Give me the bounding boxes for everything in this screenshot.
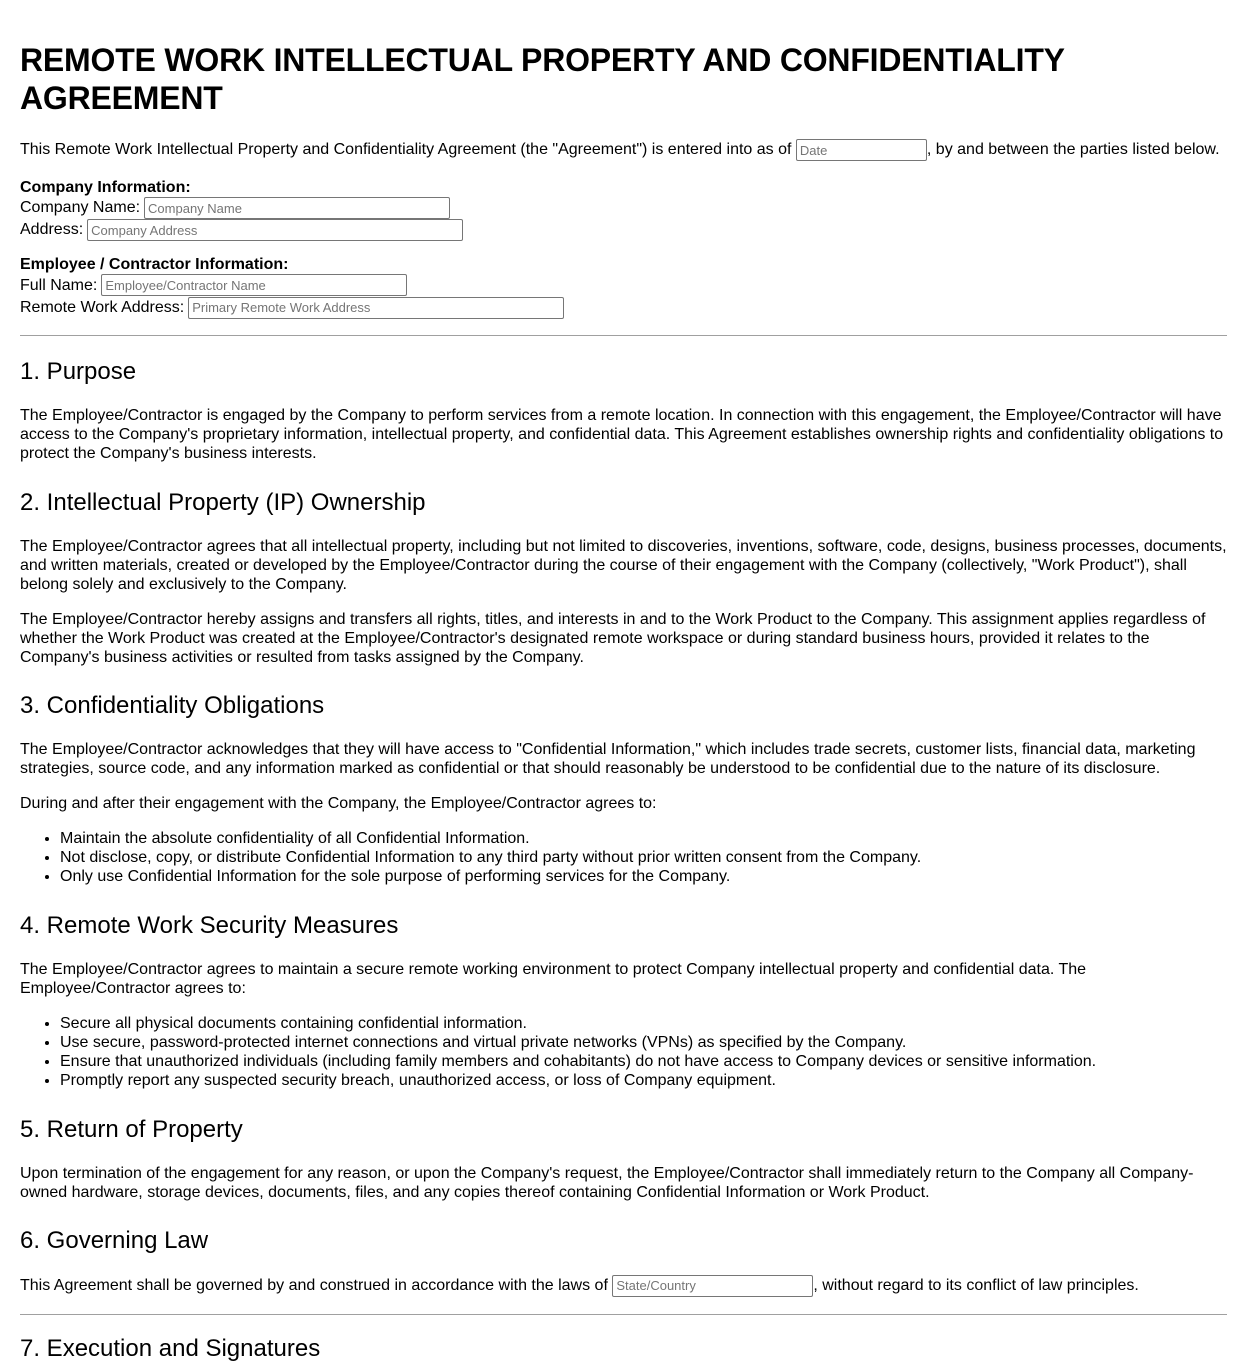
list-item: • Use secure, password-protected internet connections and virtual private networks (VPNs) as specified by the Company. <box>60 1033 1227 1052</box>
company-address-row <box>20 219 1227 241</box>
ip-paragraph-1: The Employee/Contractor agrees that all intellectual property, including but not limited to discoveries, inventions, software, code, designs, business processes, documents, and written materials, created or developed by the Employee/Contractor during the course of their engagement with the Company (collectively, "Work Product"), shall belong solely and exclusively to the Company. <box>20 537 1227 593</box>
list-item: • Only use Confidential Information for the sole purpose of performing services for the Company. <box>60 867 1227 886</box>
security-paragraph: The Employee/Contractor agrees to maintain a secure remote working environment to protect Company intellectual property and confidential data. The Employee/Contractor agrees to: <box>20 960 1087 997</box>
remote-address-label: Remote Work Address: <box>20 298 185 316</box>
employee-info-heading: Employee / Contractor Information: <box>20 256 289 274</box>
list-item: • Maintain the absolute confidentiality of all Confidential Information. <box>60 829 1227 848</box>
list-item: • Ensure that unauthorized individuals (including family members and cohabitants) do not have access to Company devices or sensitive information. <box>60 1052 1227 1071</box>
security-list <box>20 1014 1227 1090</box>
purpose-paragraph: The Employee/Contractor is engaged by the Company to perform services from a remote location. In connection with this engagement, the Employee/Contractor will have access to the Company's proprietary information, intellectual property, and confidential data. This Agreement establishes ownership rights and confidentiality obligations to protect the Company's business interests. <box>20 406 1224 462</box>
divider <box>20 1314 1227 1315</box>
company-name-label: Company Name: <box>20 199 141 217</box>
section-heading-security: 4. Remote Work Security Measures <box>20 911 399 939</box>
intro-text-before: This Remote Work Intellectual Property and Confidentiality Agreement (the "Agreement") is entered into as of <box>20 141 792 159</box>
employee-name-input[interactable] <box>101 274 407 296</box>
list-item: • Promptly report any suspected security breach, unauthorized access, or loss of Company equipment. <box>60 1071 1227 1090</box>
return-paragraph: Upon termination of the engagement for any reason, or upon the Company's request, the Employee/Contractor shall immediately return to the Company all Company-owned hardware, storage devices, documents, files, and any copies thereof containing Confidential Information or Work Product. <box>20 1164 1194 1201</box>
confidentiality-paragraph-1: The Employee/Contractor acknowledges that they will have access to "Confidential Information," which includes trade secrets, customer lists, financial data, marketing strategies, source code, and any information marked as confidential or that should reasonably be understood to be confidential due to the nature of its disclosure. <box>20 740 1196 777</box>
section-heading-return: 5. Return of Property <box>20 1115 243 1143</box>
employee-info-block <box>20 255 1227 318</box>
law-text-after: , without regard to its conflict of law principles. <box>813 1277 1139 1295</box>
employee-name-label: Full Name: <box>20 276 98 294</box>
section-heading-ip: 2. Intellectual Property (IP) Ownership <box>20 488 426 516</box>
law-text-before: This Agreement shall be governed by and construed in accordance with the laws of <box>20 1277 608 1295</box>
company-name-input[interactable] <box>144 197 450 219</box>
intro-paragraph <box>20 139 1227 161</box>
employee-name-row <box>20 274 1227 296</box>
divider <box>20 335 1227 336</box>
section-heading-confidentiality: 3. Confidentiality Obligations <box>20 691 325 719</box>
section-heading-purpose: 1. Purpose <box>20 357 137 385</box>
remote-address-input[interactable] <box>188 297 564 319</box>
ip-paragraph-2: The Employee/Contractor hereby assigns and transfers all rights, titles, and interests in and to the Work Product to the Company. This assignment applies regardless of whether the Work Product was created at the Employee/Contractor's designated remote workspace or during standard business hours, provided it relates to the Company's business activities or resulted from tasks assigned by the Company. <box>20 610 1206 666</box>
section-heading-law: 6. Governing Law <box>20 1226 209 1254</box>
list-item: • Secure all physical documents containing confidential information. <box>60 1014 1227 1033</box>
law-paragraph <box>20 1275 1227 1297</box>
company-name-row <box>20 197 1227 219</box>
confidentiality-list <box>20 829 1227 886</box>
document-title: REMOTE WORK INTELLECTUAL PROPERTY AND CONFIDENTIALITY AGREEMENT <box>20 42 1065 116</box>
governing-law-input[interactable] <box>612 1275 813 1297</box>
section-heading-execution: 7. Execution and Signatures <box>20 1334 321 1362</box>
company-address-label: Address: <box>20 221 84 239</box>
company-info-heading: Company Information: <box>20 179 191 196</box>
intro-text-after: , by and between the parties listed below. <box>926 141 1220 159</box>
company-address-input[interactable] <box>87 219 463 241</box>
remote-address-row <box>20 297 1227 319</box>
confidentiality-paragraph-2: During and after their engagement with the Company, the Employee/Contractor agrees to: <box>20 794 657 812</box>
list-item: • Not disclose, copy, or distribute Confidential Information to any third party without prior written consent from the Company. <box>60 848 1227 867</box>
company-info-block <box>20 178 1227 241</box>
agreement-date-input[interactable] <box>796 139 927 161</box>
